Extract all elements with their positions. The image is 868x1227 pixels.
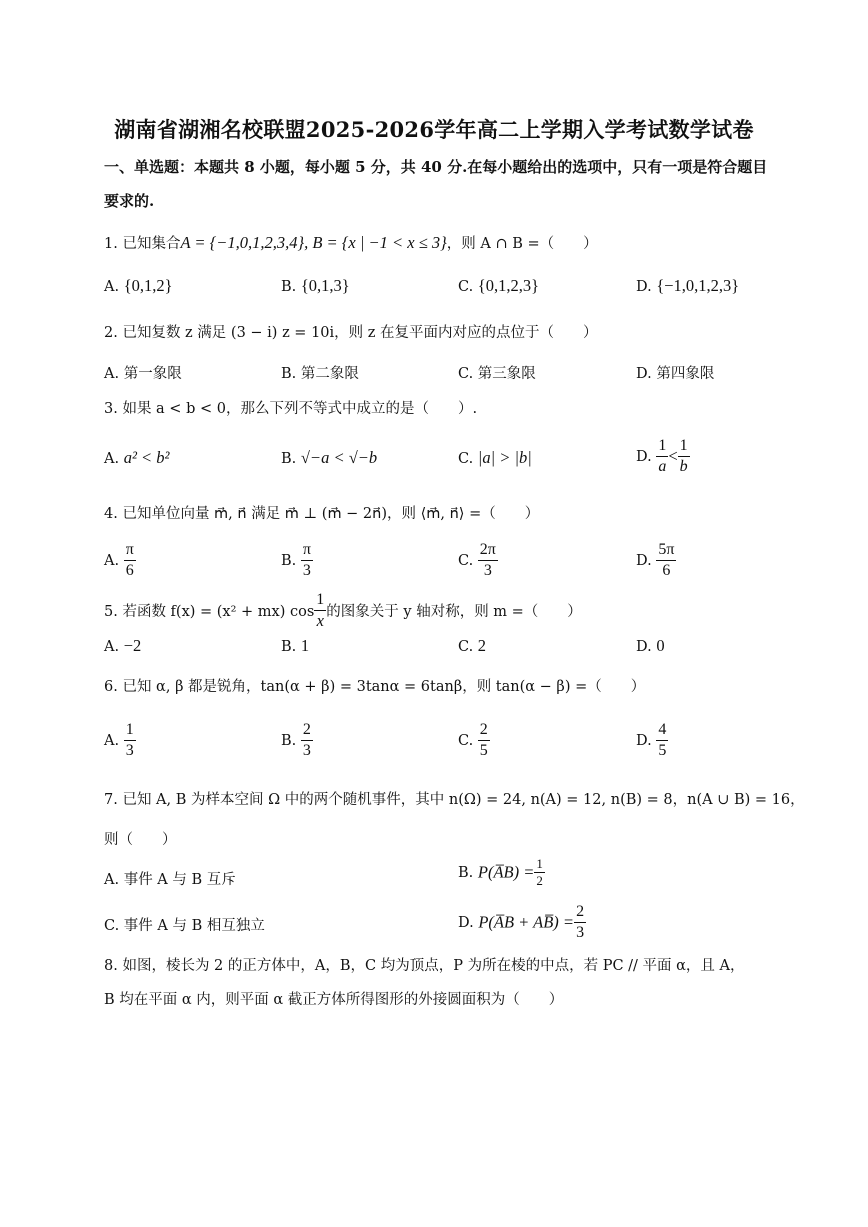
option-text: {0,1,2,3} [477,276,540,295]
option-text: 事件 A 与 B 互斥 [123,872,236,888]
fraction-denominator: b [679,458,688,475]
option-text: 第三象限 [477,366,536,382]
question-1 [104,232,598,253]
option-label: A. [104,732,120,749]
fraction-numerator: π [301,540,313,561]
option-label: B. [281,451,297,467]
option-label: A. [104,366,120,382]
question-1-option-d [636,276,739,296]
section-heading-line-1: 一、单选题：本题共 8 小题，每小题 5 分，共 40 分.在每小题给出的选项中，只有一项是符合题目 [104,158,768,176]
fraction-numerator: 2 [301,720,313,741]
question-5-prefix: 5. 若函数 f(x) = (x² + mx) cos [104,604,315,620]
question-5 [104,590,582,631]
fraction-denominator: 6 [662,562,671,579]
fraction-denominator: 6 [125,562,134,579]
option-label: B. [281,552,297,569]
fraction-numerator: 1 [678,436,690,457]
fraction-numerator: 5π [656,540,676,561]
fraction-denominator: 2 [536,873,543,888]
option-text: 1 [300,636,310,655]
option-label: D. [636,279,652,295]
question-7-option-c [104,914,265,935]
question-5-option-b [281,636,309,656]
question-5-suffix: 的图象关于 y 轴对称，则 m =（ ） [326,604,582,620]
fraction-numerator: 2 [574,902,586,923]
question-1-prefix: 1. 已知集合 [104,236,181,252]
option-label: D. [636,366,652,382]
question-7-option-a [104,868,236,889]
fraction-numerator: 4 [656,720,668,741]
question-2-option-c [458,362,536,383]
fraction-denominator: 5 [479,742,488,759]
fraction [314,590,326,631]
option-label: D. [636,552,652,569]
option-label: A. [104,639,120,655]
question-6-option-b [281,720,313,761]
option-text: 0 [656,636,665,655]
option-label: C. [458,279,474,295]
option-text: {−1,0,1,2,3} [656,276,740,295]
question-8-line-2: B 均在平面 α 内，则平面 α 截正方体所得图形的外接圆面积为（ ） [104,992,564,1008]
question-5-option-a [104,636,141,656]
fraction-denominator: 3 [576,924,585,941]
question-1-option-b [281,276,350,296]
option-label: D. [636,732,652,749]
question-4-option-b [281,540,313,581]
question-4-option-d [636,540,676,581]
question-3-option-c [458,448,532,468]
option-text: 第四象限 [656,366,715,382]
operator: < [668,446,678,466]
question-2-option-b [281,362,359,383]
question-4: 4. 已知单位向量 m⃗, n⃗ 满足 m⃗ ⊥ (m⃗ − 2n⃗)，则 ⟨m⃗, n⃗⟩ =（ ） [104,506,540,522]
option-label: C. [458,639,474,655]
question-3: 3. 如果 a < b < 0，那么下列不等式中成立的是（ ）. [104,401,478,417]
fraction [124,720,136,761]
fraction [301,540,313,581]
question-1-math: A = {−1,0,1,2,3,4}, B = {x | −1 < x ≤ 3} [180,233,447,252]
question-6: 6. 已知 α, β 都是锐角，tan(α + β) = 3tanα = 6tanβ，则 tan(α − β) =（ ） [104,679,646,695]
option-label: B. [281,279,297,295]
option-label: A. [104,279,120,295]
fraction-numerator: 1 [314,590,326,611]
option-label: B. [281,732,297,749]
question-1-option-c [458,276,539,296]
fraction [301,720,313,761]
question-7-line-1: 7. 已知 A, B 为样本空间 Ω 中的两个随机事件，其中 n(Ω) = 24, n(A) = 12, n(B) = 8，n(A ∪ B) = 16， [104,792,805,808]
fraction-denominator: a [658,458,667,475]
fraction-denominator: 5 [658,742,667,759]
question-7-option-d [458,902,586,943]
option-text: {0,1,3} [300,276,350,295]
option-text: P(A̅B + AB̅) = [478,912,575,932]
option-label: C. [458,451,474,467]
question-1-option-a [104,276,173,296]
option-text: {0,1,2} [123,276,173,295]
option-label: B. [458,864,474,881]
question-5-option-d [636,636,665,656]
section-heading-line-2: 要求的. [104,192,155,210]
option-label: C. [458,732,474,749]
question-6-option-c [458,720,490,761]
fraction-denominator: 3 [125,742,134,759]
question-4-option-a [104,540,136,581]
question-3-option-b [281,448,377,468]
option-label: B. [281,639,297,655]
option-label: A. [104,552,120,569]
fraction [124,540,136,581]
question-1-suffix: ，则 A ∩ B =（ ） [446,236,598,252]
question-6-option-a [104,720,136,761]
fraction-numerator: 2π [478,540,498,561]
question-4-option-c [458,540,498,581]
option-text: 事件 A 与 B 相互独立 [123,918,265,934]
option-label: D. [636,448,652,465]
option-text: 第二象限 [300,366,359,382]
option-label: C. [458,552,474,569]
fraction-numerator: π [124,540,136,561]
fraction [678,436,690,477]
option-label: C. [104,918,120,934]
option-text: √−a < √−b [300,448,378,467]
page-title: 湖南省湖湘名校联盟2025-2026学年高二上学期入学考试数学试卷 [114,117,754,142]
option-text: P(A̅B) = [477,862,535,882]
option-text: a² < b² [123,448,170,467]
question-6-option-d [636,720,668,761]
fraction-numerator: 1 [656,436,668,457]
fraction [478,720,490,761]
option-label: A. [104,872,120,888]
fraction-denominator: 3 [302,562,311,579]
section-heading [104,150,784,218]
fraction-numerator: 2 [478,720,490,741]
question-2-option-a [104,362,182,383]
question-3-option-d [636,436,690,477]
fraction-denominator: x [316,611,324,630]
option-label: D. [458,914,474,931]
option-label: D. [636,639,652,655]
option-label: A. [104,451,120,467]
option-text: 第一象限 [123,366,182,382]
option-text: −2 [123,636,142,655]
fraction-denominator: 3 [302,742,311,759]
option-label: B. [281,366,297,382]
fraction [534,856,545,889]
fraction-numerator: 1 [124,720,136,741]
fraction [478,540,498,581]
option-text: |a| > |b| [477,448,532,467]
fraction [656,436,668,477]
fraction-numerator: 1 [536,856,543,871]
fraction-denominator: 3 [483,562,492,579]
question-2: 2. 已知复数 z 满足 (3 − i) z = 10i，则 z 在复平面内对应的点位于（ ） [104,325,598,341]
option-text: 2 [477,636,487,655]
question-7-line-2: 则（ ） [104,832,177,848]
fraction [656,720,668,761]
question-2-option-d [636,362,714,383]
fraction [656,540,676,581]
question-7-option-b [458,856,545,889]
option-label: C. [458,366,474,382]
question-3-option-a [104,448,169,468]
question-8-line-1: 8. 如图，棱长为 2 的正方体中，A，B，C 均为顶点，P 为所在棱的中点，若 PC // 平面 α，且 A， [104,958,745,974]
fraction [574,902,586,943]
question-5-option-c [458,636,486,656]
